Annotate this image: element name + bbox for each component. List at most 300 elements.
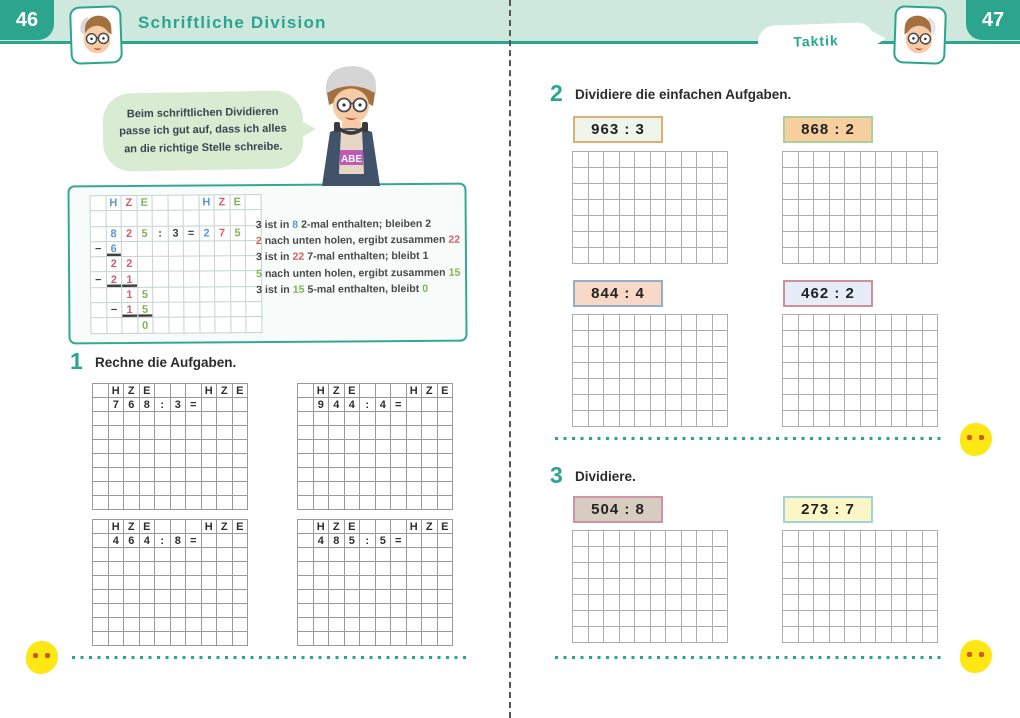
- grid-cell-empty[interactable]: [171, 440, 187, 454]
- grid-cell-empty[interactable]: [589, 184, 605, 200]
- grid-cell-empty[interactable]: [298, 412, 314, 426]
- grid-cell-empty[interactable]: [861, 595, 877, 611]
- grid-cell-empty[interactable]: [589, 216, 605, 232]
- grid-cell-empty[interactable]: [651, 315, 667, 331]
- grid-cell-empty[interactable]: [876, 363, 892, 379]
- grid-cell-empty[interactable]: [876, 232, 892, 248]
- grid-cell-empty[interactable]: [314, 426, 330, 440]
- grid-cell-empty[interactable]: [713, 184, 729, 200]
- grid-cell-empty[interactable]: [682, 152, 698, 168]
- grid-cell-empty[interactable]: [923, 531, 939, 547]
- grid-cell-empty[interactable]: [604, 184, 620, 200]
- grid-cell-empty[interactable]: [713, 611, 729, 627]
- grid-cell-empty[interactable]: [589, 579, 605, 595]
- grid-cell-empty[interactable]: [845, 216, 861, 232]
- grid-cell-empty[interactable]: [376, 618, 392, 632]
- grid-cell-empty[interactable]: [830, 315, 846, 331]
- grid-cell-empty[interactable]: [799, 248, 815, 264]
- grid-cell-empty[interactable]: [814, 563, 830, 579]
- grid-cell-empty[interactable]: [391, 426, 407, 440]
- grid-cell-empty[interactable]: [199, 211, 215, 226]
- grid-cell-empty[interactable]: [620, 168, 636, 184]
- grid-cell-empty[interactable]: [783, 547, 799, 563]
- grid-cell-empty[interactable]: [604, 216, 620, 232]
- grid-cell-empty[interactable]: [907, 611, 923, 627]
- grid-cell-empty[interactable]: [845, 379, 861, 395]
- grid-cell-empty[interactable]: [360, 632, 376, 646]
- grid-cell-empty[interactable]: [635, 248, 651, 264]
- grid-cell-empty[interactable]: [93, 562, 109, 576]
- grid-cell-empty[interactable]: [438, 398, 454, 412]
- grid-cell-empty[interactable]: [713, 315, 729, 331]
- grid-cell-empty[interactable]: [861, 216, 877, 232]
- grid-cell-empty[interactable]: [814, 200, 830, 216]
- grid-cell-empty[interactable]: [830, 184, 846, 200]
- grid-cell-empty[interactable]: [573, 363, 589, 379]
- grid-cell-empty[interactable]: [620, 595, 636, 611]
- grid-cell-empty[interactable]: [171, 496, 187, 510]
- grid-cell-empty[interactable]: [124, 482, 140, 496]
- grid-cell-empty[interactable]: [876, 200, 892, 216]
- grid-cell-empty[interactable]: [217, 576, 233, 590]
- grid-cell-empty[interactable]: [783, 315, 799, 331]
- grid-cell-empty[interactable]: [845, 152, 861, 168]
- grid-cell-empty[interactable]: [422, 590, 438, 604]
- grid-cell-empty[interactable]: [407, 534, 423, 548]
- grid-cell-empty[interactable]: [651, 595, 667, 611]
- grid-cell-empty[interactable]: [845, 232, 861, 248]
- grid-cell-empty[interactable]: [713, 216, 729, 232]
- grid-cell-empty[interactable]: [814, 579, 830, 595]
- grid-cell-empty[interactable]: [217, 548, 233, 562]
- grid-cell-empty[interactable]: [124, 548, 140, 562]
- grid-cell-empty[interactable]: [422, 576, 438, 590]
- grid-cell-empty[interactable]: [345, 562, 361, 576]
- grid-cell-empty[interactable]: [783, 216, 799, 232]
- grid-cell-empty[interactable]: [231, 302, 247, 317]
- grid-cell-empty[interactable]: [360, 520, 376, 534]
- grid-cell-empty[interactable]: [697, 152, 713, 168]
- grid-cell-empty[interactable]: [635, 315, 651, 331]
- grid-cell-empty[interactable]: [91, 196, 107, 211]
- grid-cell-empty[interactable]: [360, 576, 376, 590]
- grid-cell-empty[interactable]: [799, 200, 815, 216]
- grid-cell-empty[interactable]: [93, 454, 109, 468]
- grid-cell-empty[interactable]: [876, 563, 892, 579]
- grid-cell-empty[interactable]: [861, 232, 877, 248]
- grid-cell-empty[interactable]: [155, 482, 171, 496]
- grid-cell-empty[interactable]: [635, 595, 651, 611]
- grid-cell-empty[interactable]: [184, 287, 200, 302]
- grid-cell-empty[interactable]: [666, 168, 682, 184]
- grid-cell-empty[interactable]: [391, 590, 407, 604]
- grid-cell-empty[interactable]: [651, 216, 667, 232]
- grid-cell-empty[interactable]: [202, 412, 218, 426]
- grid-cell-empty[interactable]: [153, 196, 169, 211]
- grid-cell-empty[interactable]: [651, 579, 667, 595]
- grid-cell-empty[interactable]: [140, 482, 156, 496]
- grid-cell-empty[interactable]: [783, 347, 799, 363]
- grid-cell-empty[interactable]: [91, 318, 107, 333]
- grid-cell-empty[interactable]: [217, 618, 233, 632]
- grid-cell-empty[interactable]: [713, 152, 729, 168]
- grid-cell-empty[interactable]: [231, 318, 247, 333]
- grid-cell-empty[interactable]: [604, 168, 620, 184]
- grid-cell-empty[interactable]: [106, 211, 122, 226]
- grid-cell-empty[interactable]: [93, 548, 109, 562]
- grid-cell-empty[interactable]: [407, 398, 423, 412]
- grid-cell-empty[interactable]: [329, 576, 345, 590]
- grid-cell-empty[interactable]: [682, 248, 698, 264]
- grid-cell-empty[interactable]: [93, 520, 109, 534]
- grid-cell-empty[interactable]: [651, 411, 667, 427]
- grid-cell-empty[interactable]: [799, 395, 815, 411]
- grid-cell-empty[interactable]: [907, 315, 923, 331]
- grid-cell-empty[interactable]: [314, 496, 330, 510]
- grid-cell-empty[interactable]: [845, 563, 861, 579]
- grid-cell-empty[interactable]: [604, 611, 620, 627]
- grid-cell-empty[interactable]: [651, 184, 667, 200]
- grid-cell-empty[interactable]: [91, 211, 107, 226]
- grid-cell-empty[interactable]: [783, 395, 799, 411]
- grid-cell-empty[interactable]: [783, 611, 799, 627]
- grid-cell-empty[interactable]: [830, 200, 846, 216]
- grid-cell-empty[interactable]: [589, 595, 605, 611]
- grid-cell-empty[interactable]: [682, 579, 698, 595]
- grid-cell-empty[interactable]: [666, 395, 682, 411]
- grid-cell-empty[interactable]: [360, 562, 376, 576]
- grid-cell-empty[interactable]: [422, 426, 438, 440]
- grid-cell-empty[interactable]: [233, 496, 249, 510]
- grid-cell-empty[interactable]: [137, 211, 153, 226]
- grid-cell-empty[interactable]: [713, 232, 729, 248]
- grid-cell-empty[interactable]: [298, 534, 314, 548]
- grid-cell-empty[interactable]: [861, 331, 877, 347]
- grid-cell-empty[interactable]: [438, 590, 454, 604]
- grid-cell-empty[interactable]: [155, 412, 171, 426]
- grid-cell-empty[interactable]: [573, 184, 589, 200]
- grid-cell-empty[interactable]: [907, 363, 923, 379]
- grid-cell-empty[interactable]: [604, 531, 620, 547]
- grid-cell-empty[interactable]: [876, 579, 892, 595]
- grid-cell-empty[interactable]: [635, 531, 651, 547]
- grid-cell-empty[interactable]: [589, 611, 605, 627]
- grid-cell-empty[interactable]: [666, 200, 682, 216]
- grid-cell-empty[interactable]: [907, 232, 923, 248]
- grid-cell-empty[interactable]: [438, 496, 454, 510]
- grid-cell-empty[interactable]: [215, 272, 231, 287]
- grid-cell-empty[interactable]: [573, 563, 589, 579]
- grid-cell-empty[interactable]: [140, 426, 156, 440]
- grid-cell-empty[interactable]: [407, 468, 423, 482]
- grid-cell-empty[interactable]: [573, 595, 589, 611]
- grid-cell-empty[interactable]: [233, 482, 249, 496]
- grid-cell-empty[interactable]: [814, 347, 830, 363]
- grid-cell-empty[interactable]: [620, 347, 636, 363]
- grid-cell-empty[interactable]: [907, 395, 923, 411]
- grid-cell-empty[interactable]: [391, 496, 407, 510]
- grid-cell-empty[interactable]: [799, 216, 815, 232]
- grid-cell-empty[interactable]: [923, 315, 939, 331]
- grid-cell-empty[interactable]: [155, 384, 171, 398]
- grid-cell-empty[interactable]: [202, 576, 218, 590]
- grid-cell-empty[interactable]: [246, 195, 262, 210]
- grid-cell-empty[interactable]: [604, 627, 620, 643]
- grid-cell-empty[interactable]: [438, 468, 454, 482]
- grid-cell-empty[interactable]: [298, 426, 314, 440]
- grid-cell-empty[interactable]: [783, 184, 799, 200]
- grid-cell-empty[interactable]: [230, 256, 246, 271]
- grid-cell-empty[interactable]: [124, 604, 140, 618]
- grid-cell-empty[interactable]: [635, 331, 651, 347]
- grid-cell-empty[interactable]: [635, 216, 651, 232]
- grid-cell-empty[interactable]: [200, 287, 216, 302]
- grid-cell-empty[interactable]: [314, 590, 330, 604]
- grid-cell-empty[interactable]: [892, 547, 908, 563]
- grid-cell-empty[interactable]: [202, 440, 218, 454]
- grid-cell-empty[interactable]: [153, 303, 169, 318]
- grid-cell-empty[interactable]: [93, 426, 109, 440]
- grid-cell-empty[interactable]: [907, 347, 923, 363]
- grid-cell-empty[interactable]: [620, 411, 636, 427]
- grid-cell-empty[interactable]: [923, 579, 939, 595]
- grid-cell-empty[interactable]: [124, 440, 140, 454]
- grid-cell-empty[interactable]: [140, 632, 156, 646]
- grid-cell-empty[interactable]: [713, 411, 729, 427]
- grid-cell-empty[interactable]: [573, 315, 589, 331]
- grid-cell-empty[interactable]: [845, 331, 861, 347]
- grid-cell-empty[interactable]: [923, 563, 939, 579]
- grid-cell-empty[interactable]: [799, 531, 815, 547]
- grid-cell-empty[interactable]: [713, 331, 729, 347]
- grid-cell-empty[interactable]: [93, 398, 109, 412]
- grid-cell-empty[interactable]: [171, 384, 187, 398]
- grid-cell-empty[interactable]: [345, 590, 361, 604]
- grid-cell-empty[interactable]: [391, 632, 407, 646]
- grid-cell-empty[interactable]: [376, 468, 392, 482]
- grid-cell-empty[interactable]: [651, 531, 667, 547]
- grid-cell-empty[interactable]: [573, 531, 589, 547]
- grid-cell-empty[interactable]: [666, 595, 682, 611]
- grid-cell-empty[interactable]: [923, 184, 939, 200]
- grid-cell-empty[interactable]: [799, 152, 815, 168]
- grid-cell-empty[interactable]: [697, 411, 713, 427]
- grid-cell-empty[interactable]: [892, 363, 908, 379]
- grid-cell-empty[interactable]: [407, 562, 423, 576]
- grid-cell-empty[interactable]: [861, 379, 877, 395]
- grid-cell-empty[interactable]: [907, 379, 923, 395]
- grid-cell-empty[interactable]: [122, 318, 138, 333]
- grid-cell-empty[interactable]: [713, 595, 729, 611]
- grid-cell-empty[interactable]: [230, 210, 246, 225]
- grid-cell-empty[interactable]: [876, 347, 892, 363]
- grid-cell-empty[interactable]: [799, 184, 815, 200]
- grid-cell-empty[interactable]: [651, 627, 667, 643]
- grid-cell-empty[interactable]: [604, 547, 620, 563]
- grid-cell-empty[interactable]: [391, 384, 407, 398]
- grid-cell-empty[interactable]: [682, 232, 698, 248]
- grid-cell-empty[interactable]: [830, 248, 846, 264]
- grid-cell-empty[interactable]: [814, 232, 830, 248]
- grid-cell-empty[interactable]: [124, 468, 140, 482]
- grid-cell-empty[interactable]: [682, 531, 698, 547]
- grid-cell-empty[interactable]: [171, 482, 187, 496]
- grid-cell-empty[interactable]: [830, 531, 846, 547]
- grid-cell-empty[interactable]: [171, 590, 187, 604]
- grid-cell-empty[interactable]: [360, 590, 376, 604]
- grid-cell-empty[interactable]: [168, 241, 184, 256]
- grid-cell-empty[interactable]: [892, 200, 908, 216]
- grid-cell-empty[interactable]: [171, 520, 187, 534]
- grid-cell-empty[interactable]: [682, 184, 698, 200]
- grid-cell-empty[interactable]: [391, 482, 407, 496]
- grid-cell-empty[interactable]: [892, 611, 908, 627]
- grid-cell-empty[interactable]: [697, 531, 713, 547]
- grid-cell-empty[interactable]: [407, 548, 423, 562]
- grid-cell-empty[interactable]: [907, 595, 923, 611]
- grid-cell-empty[interactable]: [845, 184, 861, 200]
- grid-cell-empty[interactable]: [861, 563, 877, 579]
- grid-cell-empty[interactable]: [682, 331, 698, 347]
- grid-cell-empty[interactable]: [713, 379, 729, 395]
- grid-cell-empty[interactable]: [783, 595, 799, 611]
- grid-cell-empty[interactable]: [620, 627, 636, 643]
- grid-cell-empty[interactable]: [907, 579, 923, 595]
- grid-cell-empty[interactable]: [892, 347, 908, 363]
- grid-cell-empty[interactable]: [635, 232, 651, 248]
- grid-cell-empty[interactable]: [861, 411, 877, 427]
- grid-cell-empty[interactable]: [666, 216, 682, 232]
- grid-cell-empty[interactable]: [246, 302, 262, 317]
- grid-cell-empty[interactable]: [376, 384, 392, 398]
- grid-cell-empty[interactable]: [407, 426, 423, 440]
- grid-cell-empty[interactable]: [830, 595, 846, 611]
- grid-cell-empty[interactable]: [217, 562, 233, 576]
- grid-cell-empty[interactable]: [876, 611, 892, 627]
- grid-cell-empty[interactable]: [422, 482, 438, 496]
- grid-cell-empty[interactable]: [589, 168, 605, 184]
- grid-cell-empty[interactable]: [907, 216, 923, 232]
- grid-cell-empty[interactable]: [215, 302, 231, 317]
- grid-cell-empty[interactable]: [697, 331, 713, 347]
- grid-cell-empty[interactable]: [215, 241, 231, 256]
- grid-cell-empty[interactable]: [697, 184, 713, 200]
- grid-cell-empty[interactable]: [876, 379, 892, 395]
- grid-cell-empty[interactable]: [107, 318, 123, 333]
- grid-cell-empty[interactable]: [345, 440, 361, 454]
- grid-cell-empty[interactable]: [589, 563, 605, 579]
- grid-cell-empty[interactable]: [186, 412, 202, 426]
- grid-cell-empty[interactable]: [360, 412, 376, 426]
- grid-cell-empty[interactable]: [814, 363, 830, 379]
- grid-cell-empty[interactable]: [620, 531, 636, 547]
- grid-cell-empty[interactable]: [329, 604, 345, 618]
- grid-cell-empty[interactable]: [153, 257, 169, 272]
- grid-cell-empty[interactable]: [186, 576, 202, 590]
- grid-cell-empty[interactable]: [799, 379, 815, 395]
- grid-cell-empty[interactable]: [184, 241, 200, 256]
- grid-cell-empty[interactable]: [122, 211, 138, 226]
- grid-cell-empty[interactable]: [620, 611, 636, 627]
- grid-cell-empty[interactable]: [799, 595, 815, 611]
- grid-cell-empty[interactable]: [604, 379, 620, 395]
- grid-cell-empty[interactable]: [666, 363, 682, 379]
- grid-cell-empty[interactable]: [376, 576, 392, 590]
- grid-cell-empty[interactable]: [153, 242, 169, 257]
- grid-cell-empty[interactable]: [217, 398, 233, 412]
- grid-cell-empty[interactable]: [697, 547, 713, 563]
- grid-cell-empty[interactable]: [589, 531, 605, 547]
- grid-cell-empty[interactable]: [202, 548, 218, 562]
- grid-cell-empty[interactable]: [799, 315, 815, 331]
- grid-cell-empty[interactable]: [799, 611, 815, 627]
- grid-cell-empty[interactable]: [217, 468, 233, 482]
- grid-cell-empty[interactable]: [697, 232, 713, 248]
- grid-cell-empty[interactable]: [814, 627, 830, 643]
- grid-cell-empty[interactable]: [93, 384, 109, 398]
- grid-cell-empty[interactable]: [109, 454, 125, 468]
- grid-cell-empty[interactable]: [138, 272, 154, 287]
- grid-cell-empty[interactable]: [155, 576, 171, 590]
- grid-cell-empty[interactable]: [666, 315, 682, 331]
- grid-cell-empty[interactable]: [345, 576, 361, 590]
- grid-cell-empty[interactable]: [697, 363, 713, 379]
- grid-cell-empty[interactable]: [217, 534, 233, 548]
- grid-cell-empty[interactable]: [635, 168, 651, 184]
- grid-cell-empty[interactable]: [217, 496, 233, 510]
- grid-cell-empty[interactable]: [923, 200, 939, 216]
- grid-cell-empty[interactable]: [438, 548, 454, 562]
- grid-cell-empty[interactable]: [697, 611, 713, 627]
- grid-cell-empty[interactable]: [422, 604, 438, 618]
- grid-cell-empty[interactable]: [923, 331, 939, 347]
- grid-cell-empty[interactable]: [814, 248, 830, 264]
- grid-cell-empty[interactable]: [168, 196, 184, 211]
- grid-cell-empty[interactable]: [892, 579, 908, 595]
- grid-cell-empty[interactable]: [666, 331, 682, 347]
- grid-cell-empty[interactable]: [783, 168, 799, 184]
- grid-cell-empty[interactable]: [298, 398, 314, 412]
- grid-cell-empty[interactable]: [876, 331, 892, 347]
- grid-cell-empty[interactable]: [202, 468, 218, 482]
- grid-cell-empty[interactable]: [892, 563, 908, 579]
- grid-cell-empty[interactable]: [651, 379, 667, 395]
- grid-cell-empty[interactable]: [438, 426, 454, 440]
- grid-cell-empty[interactable]: [233, 440, 249, 454]
- grid-cell-empty[interactable]: [407, 590, 423, 604]
- grid-cell-empty[interactable]: [783, 152, 799, 168]
- grid-cell-empty[interactable]: [199, 257, 215, 272]
- grid-cell-empty[interactable]: [360, 482, 376, 496]
- grid-cell-empty[interactable]: [422, 454, 438, 468]
- grid-cell-empty[interactable]: [830, 347, 846, 363]
- grid-cell-empty[interactable]: [422, 548, 438, 562]
- grid-cell-empty[interactable]: [651, 395, 667, 411]
- grid-cell-empty[interactable]: [682, 547, 698, 563]
- grid-cell-empty[interactable]: [329, 440, 345, 454]
- grid-cell-empty[interactable]: [169, 287, 185, 302]
- grid-cell-empty[interactable]: [620, 395, 636, 411]
- grid-cell-empty[interactable]: [329, 426, 345, 440]
- grid-cell-empty[interactable]: [186, 604, 202, 618]
- grid-cell-empty[interactable]: [923, 363, 939, 379]
- grid-cell-empty[interactable]: [155, 548, 171, 562]
- grid-cell-empty[interactable]: [298, 454, 314, 468]
- grid-cell-empty[interactable]: [186, 496, 202, 510]
- grid-cell-empty[interactable]: [845, 168, 861, 184]
- grid-cell-empty[interactable]: [713, 579, 729, 595]
- grid-cell-empty[interactable]: [202, 590, 218, 604]
